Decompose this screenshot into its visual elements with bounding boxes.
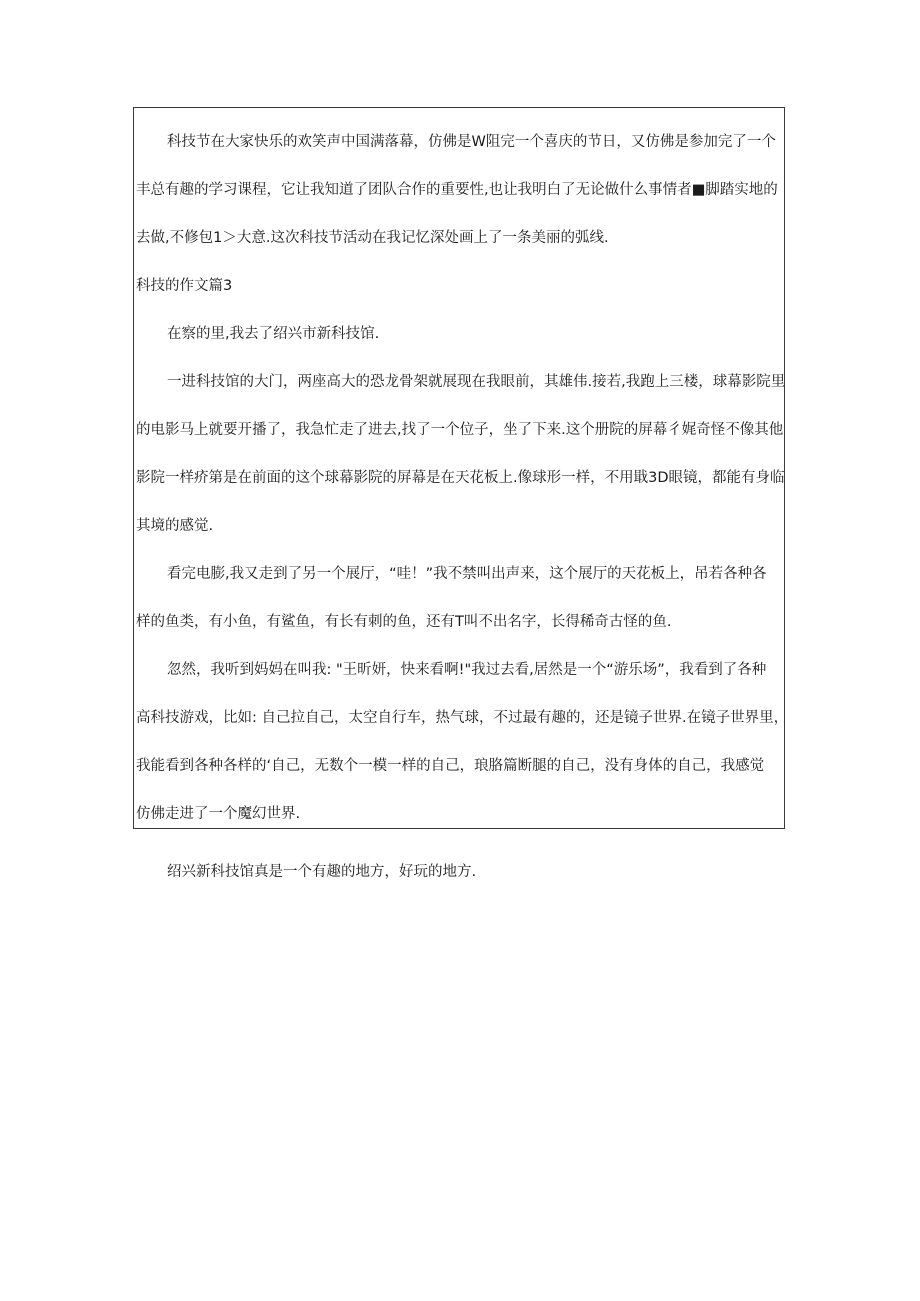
paragraph-3-line-4: 其境的感觉. [136, 518, 214, 534]
paragraph-1-line-3: 去做,不修包1＞大意.这次科技节活动在我记忆深处画上了一条美丽的弧线. [136, 230, 609, 246]
paragraph-3-line-3: 影院一样疥第是在前面的这个球幕影院的屏幕是在天花板上.像球形一样，不用戢3D眼镜，都能有身临 [136, 470, 785, 486]
paragraph-1-line-2: 丰总有趣的学习课程，它让我知道了团队合作的重要性,也让我明白了无论做什么事情者■脚踏实地的 [136, 182, 778, 198]
paragraph-5-line-2: 高科技游戏，比如: 自己拉自己，太空自行车，热气球，不过最有趣的，还是镜子世界.在镜子世界里， [136, 710, 789, 726]
paragraph-1-line-1: 科技节在大家快乐的欢笑声中国满落幕，仿佛是W阻完一个喜庆的节日，又仿佛是参加完了一个 [167, 134, 776, 150]
paragraph-2-line-1: 在察的里,我去了绍兴市新科技馆. [167, 326, 380, 342]
paragraph-4-line-2: 样的鱼类，有小鱼，有鲨鱼，有长有刺的鱼，还有T叫不出名字，长得稀奇古怪的鱼. [136, 614, 672, 630]
closing-paragraph: 绍兴新科技馆真是一个有趣的地方，好玩的地方. [167, 864, 477, 880]
paragraph-5-line-3: 我能看到各种各样的‘自己，无数个一模一样的自己，琅胳篇断腿的自己，没有身体的自己，我感觉 [136, 758, 765, 774]
paragraph-5-line-1: 忽然，我听到妈妈在叫我: "王昕妍，快来看啊!"我过去看,居然是一个“游乐场”，我看到了各种 [167, 662, 767, 678]
paragraph-3-line-1: 一进科技馆的大门，两座高大的恐龙骨架就展现在我眼前，其雄伟.接若,我跑上三楼，球幕影院里 [167, 374, 786, 390]
paragraph-3-line-2: 的电影马上就要开播了，我急忙走了进去,找了一个位子，坐了下来.这个册院的屏幕彳娓奇怪不像其他 [136, 422, 784, 438]
section-heading: 科技的作文篇3 [136, 278, 233, 294]
paragraph-4-line-1: 看完电膨,我又走到了另一个展厅，“哇！”我不禁叫出声来，这个展厅的天花板上，吊若各种各 [167, 566, 767, 582]
paragraph-5-line-4: 仿佛走进了一个魔幻世界. [136, 806, 301, 822]
